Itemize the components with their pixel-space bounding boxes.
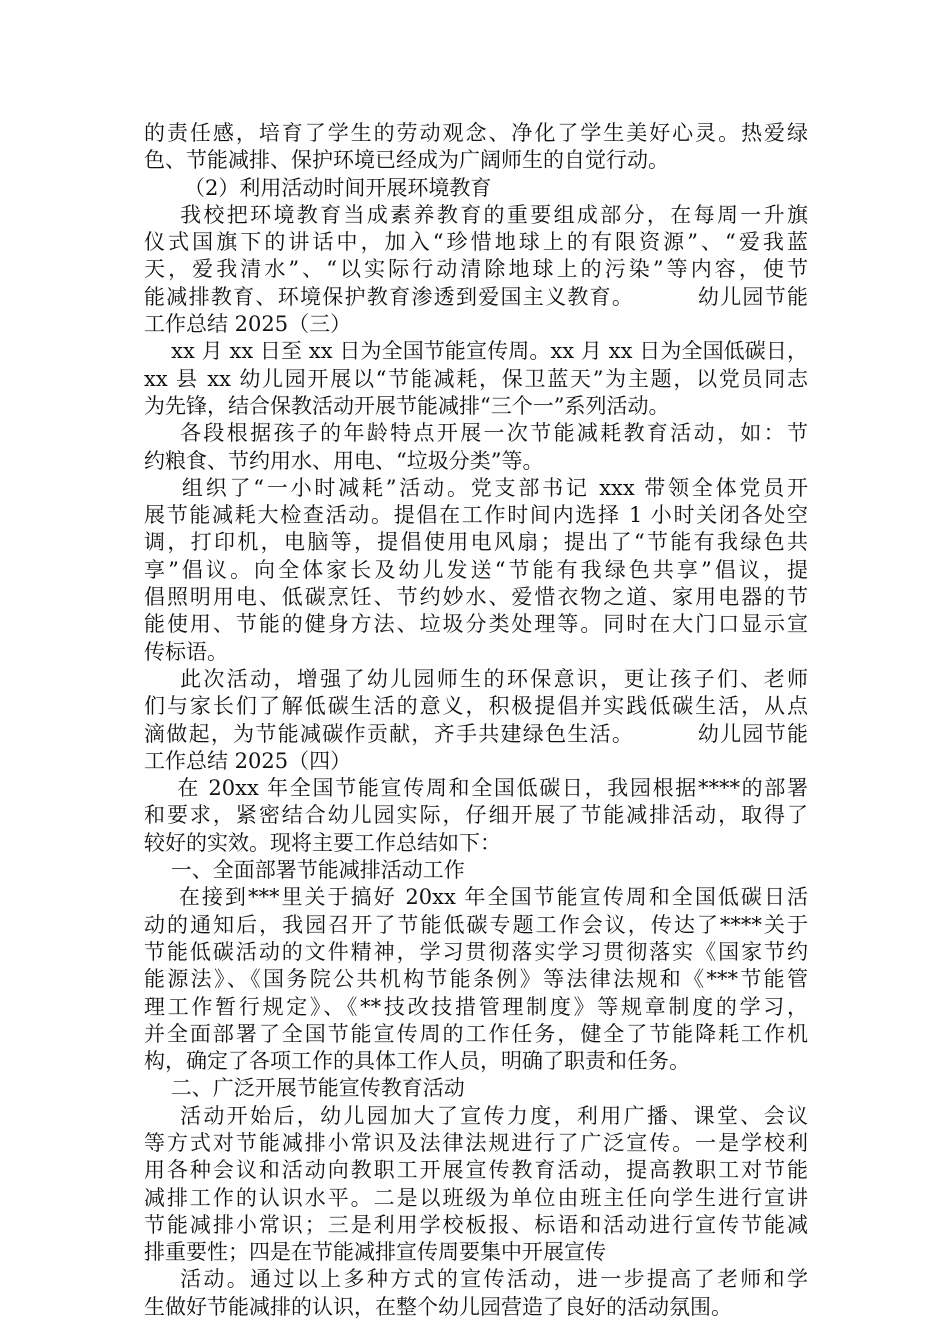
document-text-line: 约粮食、节约用水、用电、“垃圾分类”等。 xyxy=(144,448,544,473)
document-text-line: 的责任感，培育了学生的劳动观念、净化了学生美好心灵。热爱绿 xyxy=(144,121,808,145)
document-text-line: 倡照明用电、低碳烹饪、节约妙水、爱惜衣物之道、家用电器的节 xyxy=(144,585,808,610)
document-text-line: 滴做起，为节能减碳作贡献，齐手共建绿色生活。 幼儿园节能 xyxy=(144,721,808,746)
document-text-line: xx 月 xx 日至 xx 日为全国节能宣传周。xx 月 xx 日为全国低碳日， xyxy=(144,339,808,364)
document-text-line: 活动。通过以上多种方式的宣传活动，进一步提高了老师和学 xyxy=(144,1267,808,1292)
document-text-line: 节能低碳活动的文件精神，学习贯彻落实学习贯彻落实《国家节约 xyxy=(144,939,808,964)
document-text-line: 们与家长们了解低碳生活的意义，积极提倡并实践低碳生活，从点 xyxy=(144,694,808,719)
document-text-line: 二、广泛开展节能宣传教育活动 xyxy=(144,1076,465,1101)
document-text-line: 较好的实效。现将主要工作总结如下： xyxy=(144,830,501,855)
document-text-line: 一、全面部署节能减排活动工作 xyxy=(144,858,465,883)
document-text-line: 此次活动，增强了幼儿园师生的环保意识，更让孩子们、老师 xyxy=(144,666,808,691)
document-text-line: 和要求，紧密结合幼儿园实际，仔细开展了节能减排活动，取得了 xyxy=(144,803,808,828)
document-text-line: 用各种会议和活动向教职工开展宣传教育活动，提高教职工对节能 xyxy=(144,1158,808,1183)
document-text-line: 能减排教育、环境保护教育渗透到爱国主义教育。 幼儿园节能 xyxy=(144,284,808,309)
document-text-line: 在 20xx 年全国节能宣传周和全国低碳日，我园根据****的部署 xyxy=(144,776,808,801)
document-text-line: 调，打印机，电脑等，提倡使用电风扇；提出了“节能有我绿色共 xyxy=(144,530,808,555)
document-text-line: 为先锋，结合保教活动开展节能减排“三个一”系列活动。 xyxy=(144,393,670,418)
document-text-line: 并全面部署了全国节能宣传周的工作任务，健全了节能降耗工作机 xyxy=(144,1021,808,1046)
document-text-line: 组织了“一小时减耗”活动。党支部书记 xxx 带领全体党员开 xyxy=(144,475,808,500)
document-text-line: 工作总结 2025（四） xyxy=(144,748,352,773)
document-text-line: xx 县 xx 幼儿园开展以“节能减耗，保卫蓝天”为主题，以党员同志 xyxy=(144,366,808,391)
document-text-line: 生做好节能减排的认识，在整个幼儿园营造了良好的活动氛围。 xyxy=(144,1294,732,1319)
document-text-line: 在接到***里关于搞好 20xx 年全国节能宣传周和全国低碳日活 xyxy=(144,885,808,910)
document-text-line: 减排工作的认识水平。二是以班级为单位由班主任向学生进行宣讲 xyxy=(144,1185,808,1210)
document-text-line: 能源法》、《国务院公共机构节能条例》等法律法规和《***节能管 xyxy=(144,967,808,992)
document-body-text xyxy=(144,120,808,1321)
document-text-line: 享”倡议。向全体家长及幼儿发送“节能有我绿色共享”倡议，提 xyxy=(144,557,808,582)
document-text-line: 展节能减耗大检查活动。提倡在工作时间内选择 1 小时关闭各处空 xyxy=(144,503,808,528)
document-text-line: 色、节能减排、保护环境已经成为广阔师生的自觉行动。 xyxy=(144,148,669,173)
document-text-line: 动的通知后，我园召开了节能低碳专题工作会议，传达了****关于 xyxy=(144,912,808,937)
document-text-line: 节能减排小常识；三是利用学校板报、标语和活动进行宣传节能减 xyxy=(144,1212,808,1237)
document-text-line: 排重要性；四是在节能减排宣传周要集中开展宣传 xyxy=(144,1240,606,1265)
document-text-line: 天，爱我清水”、“以实际行动清除地球上的污染”等内容，使节 xyxy=(144,257,808,282)
document-text-line: 活动开始后，幼儿园加大了宣传力度，利用广播、课堂、会议 xyxy=(144,1103,808,1128)
document-text-line: 理工作暂行规定》、《**技改技措管理制度》等规章制度的学习， xyxy=(144,994,808,1019)
document-text-line: 工作总结 2025（三） xyxy=(144,312,352,337)
document-text-line: 构，确定了各项工作的具体工作人员，明确了职责和任务。 xyxy=(144,1049,690,1074)
document-text-line: 我校把环境教育当成素养教育的重要组成部分，在每周一升旗 xyxy=(144,202,808,227)
document-text-line: 各段根据孩子的年龄特点开展一次节能减耗教育活动，如：节 xyxy=(144,421,808,446)
document-text-line: 等方式对节能减排小常识及法律法规进行了广泛宣传。一是学校利 xyxy=(144,1130,808,1155)
document-text-line: 能使用、节能的健身方法、垃圾分类处理等。同时在大门口显示宣 xyxy=(144,612,808,637)
document-text-line: 仪式国旗下的讲话中，加入“珍惜地球上的有限资源”、“爱我蓝 xyxy=(144,230,808,255)
document-text-line: （2）利用活动时间开展环境教育 xyxy=(144,175,492,200)
document-text-line: 传标语。 xyxy=(144,639,228,664)
